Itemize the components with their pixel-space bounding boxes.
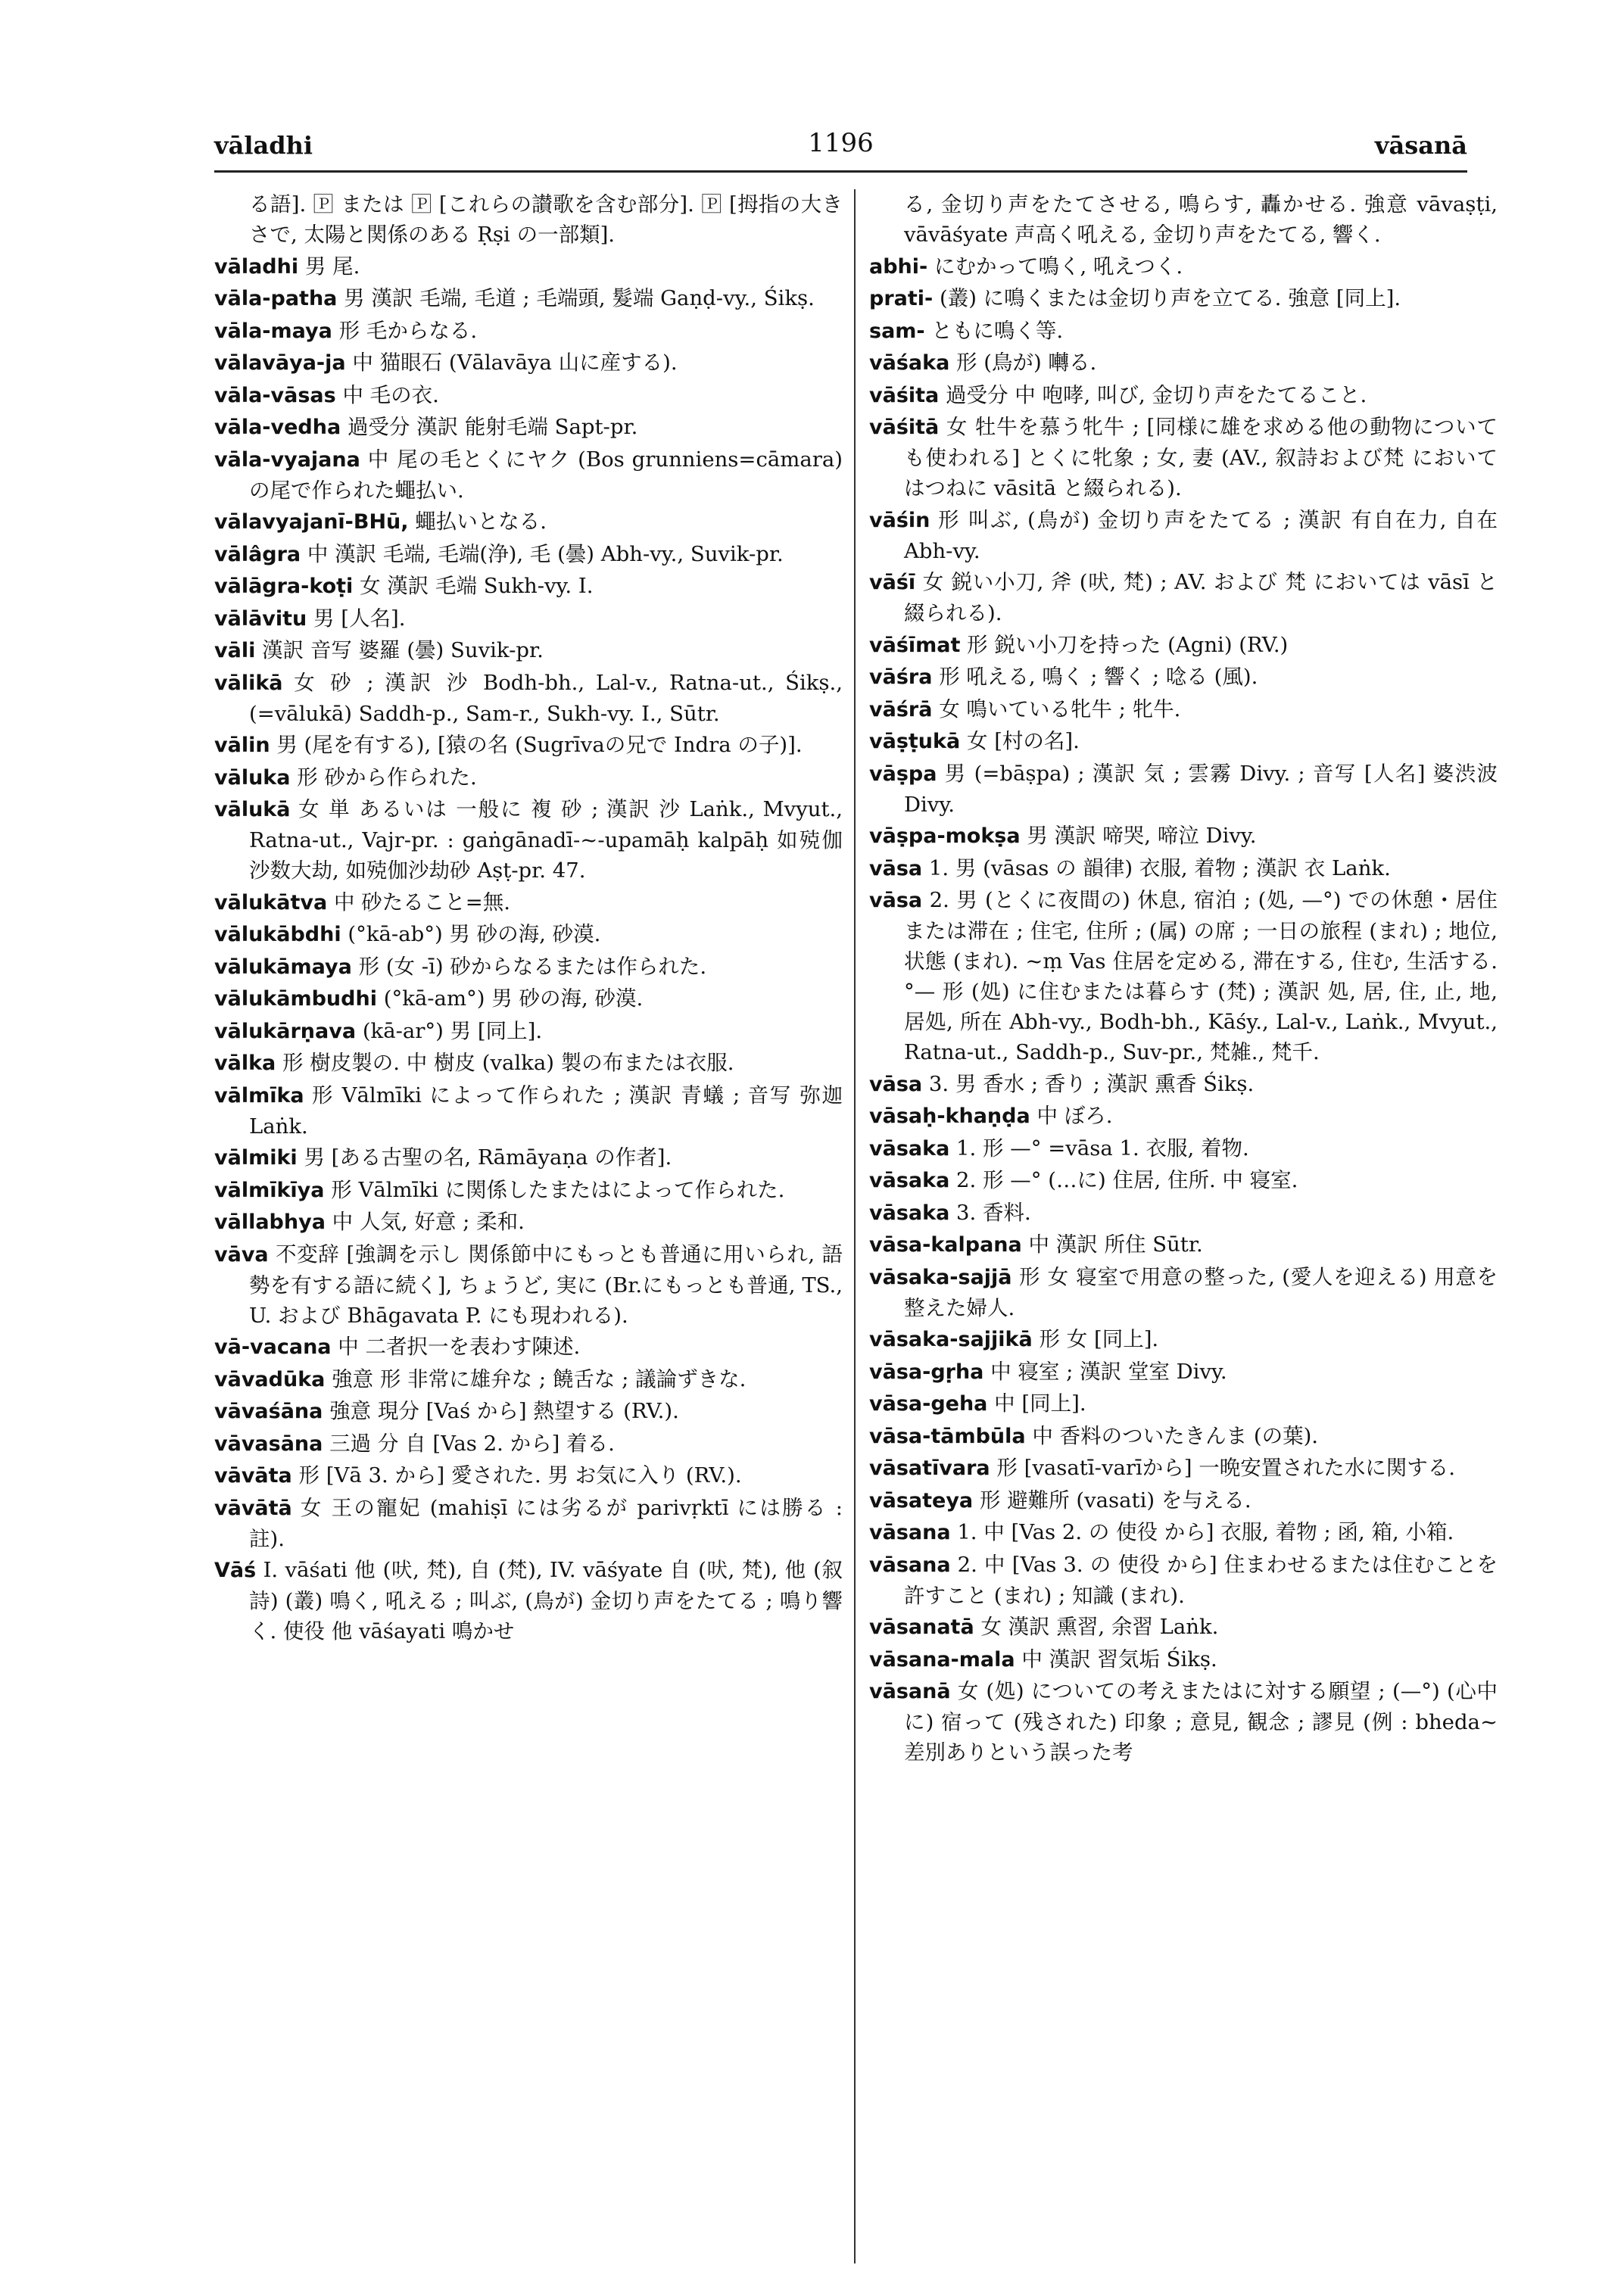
entry-definition: 形 避難所 (vasati) を与える. bbox=[979, 1488, 1252, 1513]
dictionary-entry bbox=[214, 1142, 843, 1173]
entry-definition: 中 尾の毛とくにヤク (Bos grunniens=cāmara) の尾で作られた蠅払い. bbox=[249, 447, 843, 503]
entry-definition: 形 (女 -ī) 砂からなるまたは作られた. bbox=[358, 954, 707, 979]
entry-headword: vālukārṇava bbox=[214, 1019, 357, 1043]
entry-headword: vāśita bbox=[869, 383, 940, 407]
page-number: 1196 bbox=[808, 128, 874, 158]
dictionary-entry bbox=[869, 505, 1498, 566]
entry-headword: vāsana bbox=[869, 1521, 951, 1544]
entry-definition: 三過 分 自 [Vas 2. から] 着る. bbox=[329, 1431, 615, 1456]
entry-headword: vālukābdhi bbox=[214, 923, 341, 946]
entry-definition: 中 漢訳 習気垢 Śikṣ. bbox=[1021, 1647, 1217, 1671]
header-left-guide-word: vāladhi bbox=[214, 131, 313, 160]
entry-headword: vāsa bbox=[869, 856, 923, 880]
entry-headword: vāśin bbox=[869, 508, 930, 532]
dictionary-entry bbox=[869, 412, 1498, 503]
entry-headword: vālukātva bbox=[214, 890, 328, 914]
dictionary-entry bbox=[869, 1229, 1498, 1260]
entry-headword: abhi- bbox=[869, 254, 928, 279]
dictionary-entry bbox=[214, 1016, 843, 1047]
dictionary-entry bbox=[214, 1428, 843, 1460]
entry-definition: 蠅払いとなる. bbox=[415, 509, 547, 534]
entry-headword: vāsa bbox=[869, 889, 923, 912]
entry-definition: ともに鳴く等. bbox=[931, 318, 1064, 343]
dictionary-entry bbox=[869, 189, 1498, 250]
dictionary-entry bbox=[869, 821, 1498, 852]
entry-definition: 女 砂 ; 漢訳 沙 Bodh-bh., Lal-v., Ratna-ut., Śikṣ., (=vālukā) Saddh-p., Sam-r., Sukh-vy. I., Sūtr. bbox=[249, 670, 843, 726]
dictionary-entry bbox=[214, 887, 843, 918]
entry-headword: vāvaśāna bbox=[214, 1400, 323, 1423]
dictionary-entry bbox=[869, 726, 1498, 757]
entry-definition: 3. 男 香水 ; 香り ; 漢訳 熏香 Śikṣ. bbox=[928, 1071, 1255, 1096]
entry-headword: vālavāya-ja bbox=[214, 351, 346, 375]
entry-definition: 中 [同上]. bbox=[994, 1391, 1086, 1416]
entry-definition: 中 ぼろ. bbox=[1036, 1104, 1113, 1128]
entry-definition: 過受分 漢訳 能射毛端 Sapt-pr. bbox=[347, 415, 638, 439]
entry-definition: 男 (=bāṣpa) ; 漢訳 気 ; 雲霧 Divy. ; 音写 [人名] 婆渋波 Divy. bbox=[904, 761, 1498, 817]
dictionary-entry bbox=[214, 316, 843, 347]
entry-headword: vāsa-geha bbox=[869, 1392, 988, 1416]
entry-headword: vāsa bbox=[869, 1072, 923, 1096]
dictionary-entry bbox=[869, 1676, 1498, 1768]
entry-definition: 形 Vālmīki によって作られた ; 漢訳 青蟻 ; 音写 弥迦 Laṅk. bbox=[249, 1083, 843, 1139]
dictionary-entry bbox=[869, 759, 1498, 820]
entry-headword: vāli bbox=[214, 639, 256, 662]
entry-headword: vāśra bbox=[869, 665, 933, 689]
entry-headword: vālmīka bbox=[214, 1083, 304, 1108]
dictionary-entry bbox=[869, 694, 1498, 725]
entry-definition: 男 漢訳 毛端, 毛道 ; 毛端頭, 髮端 Gaṇḍ-vy., Śikṣ. bbox=[344, 286, 815, 310]
entry-headword: vāsanā bbox=[869, 1680, 951, 1703]
entry-definition: 男 [人名]. bbox=[313, 606, 406, 631]
entry-headword: vāva bbox=[214, 1242, 269, 1266]
entry-definition: 形 砂から作られた. bbox=[297, 765, 477, 790]
entry-definition: 2. 形 —° (…に) 住居, 住所. 中 寝室. bbox=[956, 1168, 1298, 1192]
dictionary-entry bbox=[214, 983, 843, 1014]
dictionary-entry bbox=[214, 952, 843, 983]
entry-headword: vāśitā bbox=[869, 416, 940, 439]
entry-definition: 形 [vasatī-varīから] 一晩安置された水に関する. bbox=[996, 1456, 1456, 1480]
dictionary-entry bbox=[214, 1207, 843, 1238]
entry-definition: (叢) に鳴くまたは金切り声を立てる. 強意 [同上]. bbox=[939, 286, 1401, 310]
dictionary-entry bbox=[214, 571, 843, 602]
entry-headword: vāvasāna bbox=[214, 1432, 323, 1456]
entry-headword: vāla-vedha bbox=[214, 416, 341, 439]
entry-definition: 男 漢訳 啼哭, 啼泣 Divy. bbox=[1027, 824, 1257, 848]
entry-definition: 中 二者択一を表わす陳述. bbox=[338, 1335, 581, 1359]
entry-definition: 形 鋭い小刀を持った (Agni) (RV.) bbox=[967, 632, 1289, 657]
dictionary-entry bbox=[869, 1069, 1498, 1100]
dictionary-entry bbox=[214, 283, 843, 314]
entry-definition: 中 香料のついたきんま (の葉). bbox=[1032, 1423, 1319, 1448]
entry-definition: 男 (尾を有する), [猿の名 (Sugrīvaの兄で Indra の子)]. bbox=[276, 733, 803, 757]
entry-definition: 女 鋭い小刀, 斧 (吠, 梵) ; AV. および 梵 においては vāsī と綴られる). bbox=[904, 570, 1498, 625]
dictionary-entry bbox=[214, 251, 843, 282]
entry-definition: 形 (鳥が) 囀る. bbox=[956, 350, 1097, 375]
entry-headword: vāsateya bbox=[869, 1488, 974, 1513]
entry-headword: vālāgra-koṭi bbox=[214, 575, 354, 598]
entry-definition: 漢訳 音写 婆羅 (曇) Suvik-pr. bbox=[262, 638, 544, 662]
dictionary-entry bbox=[214, 347, 843, 379]
dictionary-entry bbox=[869, 1517, 1498, 1548]
entry-headword: sam- bbox=[869, 319, 925, 343]
entry-definition: 中 砂たること=無. bbox=[333, 889, 510, 914]
dictionary-entry bbox=[869, 1612, 1498, 1643]
dictionary-entry bbox=[214, 380, 843, 411]
entry-headword: vālikā bbox=[214, 671, 283, 695]
entry-headword: vāsa-kalpana bbox=[869, 1233, 1022, 1257]
dictionary-entry bbox=[869, 662, 1498, 693]
entry-definition: I. vāśati 他 (吠, 梵), 自 (梵), IV. vāśyate 自 (吠, 梵), 他 (叙詩) (叢) 鳴く, 吼える ; 叫ぶ, (鳥が) 金切り声をたてる ; 鳴り響く. 使役 他 vāśayati 鳴かせ bbox=[249, 1558, 843, 1643]
entry-headword: vāsanatā bbox=[869, 1615, 974, 1639]
entry-definition: 1. 中 [Vas 2. の 使役 から] 衣服, 着物 ; 函, 箱, 小箱. bbox=[957, 1520, 1454, 1544]
dictionary-entry bbox=[869, 567, 1498, 628]
dictionary-entry bbox=[869, 1324, 1498, 1355]
dictionary-entry bbox=[869, 1421, 1498, 1452]
dictionary-entry bbox=[869, 853, 1498, 884]
entry-definition: 中 漢訳 毛端, 毛端(浄), 毛 (曇) Abh-vy., Suvik-pr. bbox=[307, 541, 784, 566]
entry-definition: 女 単 あるいは 一般に 複 砂 ; 漢訳 沙 Laṅk., Mvyut., Ratna-ut., Vajr-pr. : gaṅgānadī-~-upamāḥ kalpāḥ 如殑伽沙数大劫, 如殑伽沙劫砂 Aṣṭ-pr. 47. bbox=[249, 797, 843, 883]
entry-headword: vālukāmbudhi bbox=[214, 987, 377, 1011]
entry-definition: 形 毛からなる. bbox=[338, 318, 478, 343]
entry-headword: vāsa-gṛha bbox=[869, 1360, 984, 1384]
entry-definition: 女 漢訳 熏習, 余習 Laṅk. bbox=[980, 1615, 1219, 1639]
entry-definition: 1. 男 (vāsas の 韻律) 衣服, 着物 ; 漢訳 衣 Laṅk. bbox=[928, 855, 1391, 880]
entry-headword: vāllabhya bbox=[214, 1210, 326, 1234]
dictionary-entry bbox=[869, 1133, 1498, 1164]
entry-headword: vāṣṭukā bbox=[869, 730, 961, 753]
entry-headword: vāsa-tāmbūla bbox=[869, 1424, 1026, 1448]
entry-definition: 2. 中 [Vas 3. の 使役 から] 住まわせるまたは住むことを許すこと (まれ) ; 知識 (まれ). bbox=[904, 1552, 1498, 1608]
dictionary-entry bbox=[869, 1550, 1498, 1611]
dictionary-entry bbox=[869, 380, 1498, 411]
dictionary-entry bbox=[869, 1101, 1498, 1132]
dictionary-entry bbox=[869, 1388, 1498, 1419]
entry-definition: 強意 現分 [Vaś から] 熱望する (RV.). bbox=[329, 1399, 679, 1423]
page-header bbox=[214, 125, 1467, 173]
dictionary-entry bbox=[214, 1364, 843, 1395]
entry-definition: 形 吼える, 鳴く ; 響く ; 唸る (風). bbox=[939, 665, 1258, 689]
entry-definition: (°kā-ab°) 男 砂の海, 砂漠. bbox=[348, 922, 601, 946]
entry-headword: vāvātā bbox=[214, 1496, 292, 1520]
dictionary-entry bbox=[214, 1396, 843, 1427]
entry-headword: vālāvitu bbox=[214, 606, 307, 631]
dictionary-entry bbox=[214, 1460, 843, 1491]
entry-headword: vāsaka-sajjikā bbox=[869, 1328, 1033, 1351]
dictionary-entry bbox=[214, 1332, 843, 1363]
entry-definition: 中 漢訳 所住 Sūtr. bbox=[1028, 1232, 1203, 1257]
dictionary-entry bbox=[869, 1198, 1498, 1229]
entry-definition: 2. 男 (とくに夜間の) 休息, 宿泊 ; (処, —°) での休憩・居住または滞在 ; 住宅, 住所 ; (属) の席 ; 一日の旅程 (まれ) ; 地位, 状態 (まれ). ~ṃ Vas 住居を定める, 滞在する, 住む, 生活する. °— 形 (処) に住むまたは暮らす (梵) ; 漢訳 処, 居, 住, 止, 地, 居処, 所在 Abh-vy., Bodh-bh., Kāśy., Lal-v., Laṅk., Mvyut., Ratna-ut., Saddh-p., Suv-pr., 梵雑., 梵千. bbox=[904, 888, 1498, 1064]
entry-definition: 1. 形 —° =vāsa 1. 衣服, 着物. bbox=[956, 1136, 1249, 1161]
entry-headword: vālin bbox=[214, 734, 270, 757]
dictionary-entry bbox=[214, 1493, 843, 1554]
entry-headword: vāśaka bbox=[869, 351, 950, 375]
entry-definition: 女 鳴いている牝牛 ; 牝牛. bbox=[939, 696, 1181, 721]
entry-headword: vāsaka bbox=[869, 1201, 950, 1225]
dictionary-entry bbox=[869, 630, 1498, 661]
entry-headword: vāluka bbox=[214, 765, 291, 790]
entry-definition: (°kā-am°) 男 砂の海, 砂漠. bbox=[383, 986, 644, 1011]
dictionary-entry bbox=[869, 1644, 1498, 1675]
entry-headword: vā-vacana bbox=[214, 1335, 332, 1359]
entry-definition: 中 人気, 好意 ; 柔和. bbox=[332, 1210, 525, 1234]
entry-headword: vāsana bbox=[869, 1553, 951, 1577]
entry-definition: 3. 香料. bbox=[956, 1200, 1031, 1225]
dictionary-entry bbox=[214, 762, 843, 793]
entry-headword: vālmīkīya bbox=[214, 1178, 325, 1202]
dictionary-entry bbox=[214, 603, 843, 634]
dictionary-entry bbox=[214, 919, 843, 950]
entry-headword: vāṣpa bbox=[869, 762, 937, 786]
entry-definition: にむかって鳴く, 吼えつく. bbox=[934, 254, 1183, 279]
left-column bbox=[214, 189, 843, 2263]
entry-headword: vāladhi bbox=[214, 254, 299, 279]
entry-headword: vāsaḥ-khaṇḍa bbox=[869, 1104, 1030, 1128]
header-right-guide-word: vāsanā bbox=[1374, 131, 1467, 160]
column-divider bbox=[854, 189, 856, 2263]
entry-headword: vāṣpa-mokṣa bbox=[869, 824, 1021, 848]
entry-definition: 女 (処) についての考えまたはに対する願望 ; (—°) (心中に) 宿って (残された) 印象 ; 意見, 観念 ; 謬見 (例 : bheda~ 差別ありという誤った考 bbox=[904, 1679, 1498, 1765]
entry-definition: (kā-ar°) 男 [同上]. bbox=[362, 1018, 543, 1043]
entry-definition: 男 尾. bbox=[304, 254, 360, 279]
entry-definition: 女 漢訳 毛端 Sukh-vy. I. bbox=[360, 574, 594, 598]
dictionary-entry bbox=[214, 506, 843, 537]
entry-headword: vāla-patha bbox=[214, 287, 338, 310]
entry-definition: 形 女 [同上]. bbox=[1039, 1327, 1159, 1351]
entry-definition: る, 金切り声をたてさせる, 鳴らす, 轟かせる. 強意 vāvaṣṭi, vāvāśyate 声高く吼える, 金切り声をたてる, 響く. bbox=[904, 192, 1498, 247]
entry-headword: vālka bbox=[214, 1051, 276, 1075]
entry-definition: 女 王の寵妃 (mahiṣī には劣るが parivṛktī には勝る : 註). bbox=[249, 1495, 843, 1551]
entry-headword: vālâgra bbox=[214, 542, 301, 566]
dictionary-entry bbox=[869, 283, 1498, 314]
dictionary-entry bbox=[869, 347, 1498, 379]
entry-definition: 女 [村の名]. bbox=[966, 729, 1080, 753]
entry-headword: vāsana-mala bbox=[869, 1647, 1015, 1671]
entry-headword: vāśīmat bbox=[869, 633, 961, 657]
dictionary-entry bbox=[214, 1080, 843, 1142]
entry-headword: vāla-vāsas bbox=[214, 383, 336, 407]
entry-headword: prati- bbox=[869, 287, 934, 310]
entry-headword: vāsaka bbox=[869, 1136, 950, 1161]
entry-definition: 女 牡牛を慕う牝牛 ; [同様に雄を求める他の動物についても使われる] とくに牝象 ; 女, 妻 (AV., 叙詩および梵 においてはつねに vāsitā と綴られる). bbox=[904, 415, 1498, 500]
entry-definition: 過受分 中 咆哮, 叫び, 金切り声をたてること. bbox=[946, 382, 1367, 407]
dictionary-entry bbox=[869, 1485, 1498, 1516]
dictionary-entry bbox=[214, 189, 843, 250]
entry-headword: Vāś bbox=[214, 1559, 257, 1582]
entry-headword: vālukāmaya bbox=[214, 955, 352, 979]
entry-headword: vāsaka bbox=[869, 1169, 950, 1192]
entry-headword: vāla-maya bbox=[214, 319, 332, 343]
entry-definition: 形 樹皮製の. 中 樹皮 (valka) 製の布または衣服. bbox=[282, 1051, 734, 1075]
entry-headword: vāvadūka bbox=[214, 1367, 326, 1391]
dictionary-entry bbox=[214, 730, 843, 761]
entry-headword: vālukā bbox=[214, 798, 291, 821]
dictionary-entry bbox=[214, 1555, 843, 1647]
entry-definition: 強意 形 非常に雄弁な ; 饒舌な ; 議論ずきな. bbox=[332, 1366, 747, 1391]
dictionary-entry bbox=[214, 539, 843, 570]
entry-definition: 不変辞 [強調を示し 関係節中にもっとも普通に用いられ, 語勢を有する語に続く], ちょうど, 実に (Br.にもっとも普通, TS., U. および Bhāgavata P. にも現われる). bbox=[249, 1242, 843, 1328]
dictionary-entry bbox=[869, 1453, 1498, 1484]
entry-headword: vālavyajanī-BHū, bbox=[214, 510, 409, 534]
dictionary-entry bbox=[214, 1048, 843, 1079]
dictionary-entry bbox=[869, 1357, 1498, 1388]
entry-headword: vāsatīvara bbox=[869, 1456, 990, 1480]
dictionary-entry bbox=[869, 885, 1498, 1067]
entry-headword: vāsaka-sajjā bbox=[869, 1265, 1012, 1289]
dictionary-entry bbox=[214, 444, 843, 506]
entry-definition: 中 毛の衣. bbox=[342, 382, 439, 407]
entry-headword: vālmiki bbox=[214, 1146, 298, 1170]
entry-definition: 形 Vālmīki に関係したまたはによって作られた. bbox=[331, 1177, 785, 1202]
dictionary-entry bbox=[214, 635, 843, 666]
dictionary-entry bbox=[869, 316, 1498, 347]
entry-definition: 形 [Vā 3. から] 愛された. 男 お気に入り (RV.). bbox=[298, 1463, 742, 1488]
entry-definition: 男 [ある古聖の名, Rāmāyaṇa の作者]. bbox=[304, 1145, 672, 1170]
entry-headword: vāśī bbox=[869, 571, 916, 594]
dictionary-entry bbox=[869, 251, 1498, 282]
entry-definition: 中 猫眼石 (Vālavāya 山に産する). bbox=[352, 350, 678, 375]
entry-definition: 形 女 寝室で用意の整った, (愛人を迎える) 用意を整えた婦人. bbox=[904, 1264, 1498, 1320]
entry-headword: vāśrā bbox=[869, 697, 933, 721]
entry-headword: vāvāta bbox=[214, 1464, 292, 1488]
dictionary-entry bbox=[869, 1165, 1498, 1196]
dictionary-entry bbox=[869, 1262, 1498, 1323]
entry-definition: 中 寝室 ; 漢訳 堂室 Divy. bbox=[990, 1359, 1227, 1384]
dictionary-entry bbox=[214, 668, 843, 729]
entry-definition: る語]. 🄿 または 🄿 [これらの讃歌を含む部分]. 🄿 [拇指の大きさで, 太陽と関係のある Ṛṣi の一部類]. bbox=[249, 192, 843, 247]
entry-headword: vāla-vyajana bbox=[214, 447, 360, 472]
dictionary-entry bbox=[214, 1239, 843, 1331]
dictionary-entry bbox=[214, 794, 843, 886]
entry-definition: 形 叫ぶ, (鳥が) 金切り声をたてる ; 漢訳 有自在力, 自在 Abh-vy. bbox=[904, 507, 1498, 563]
right-column bbox=[869, 189, 1498, 2263]
dictionary-entry bbox=[214, 1175, 843, 1206]
dictionary-entry bbox=[214, 412, 843, 443]
